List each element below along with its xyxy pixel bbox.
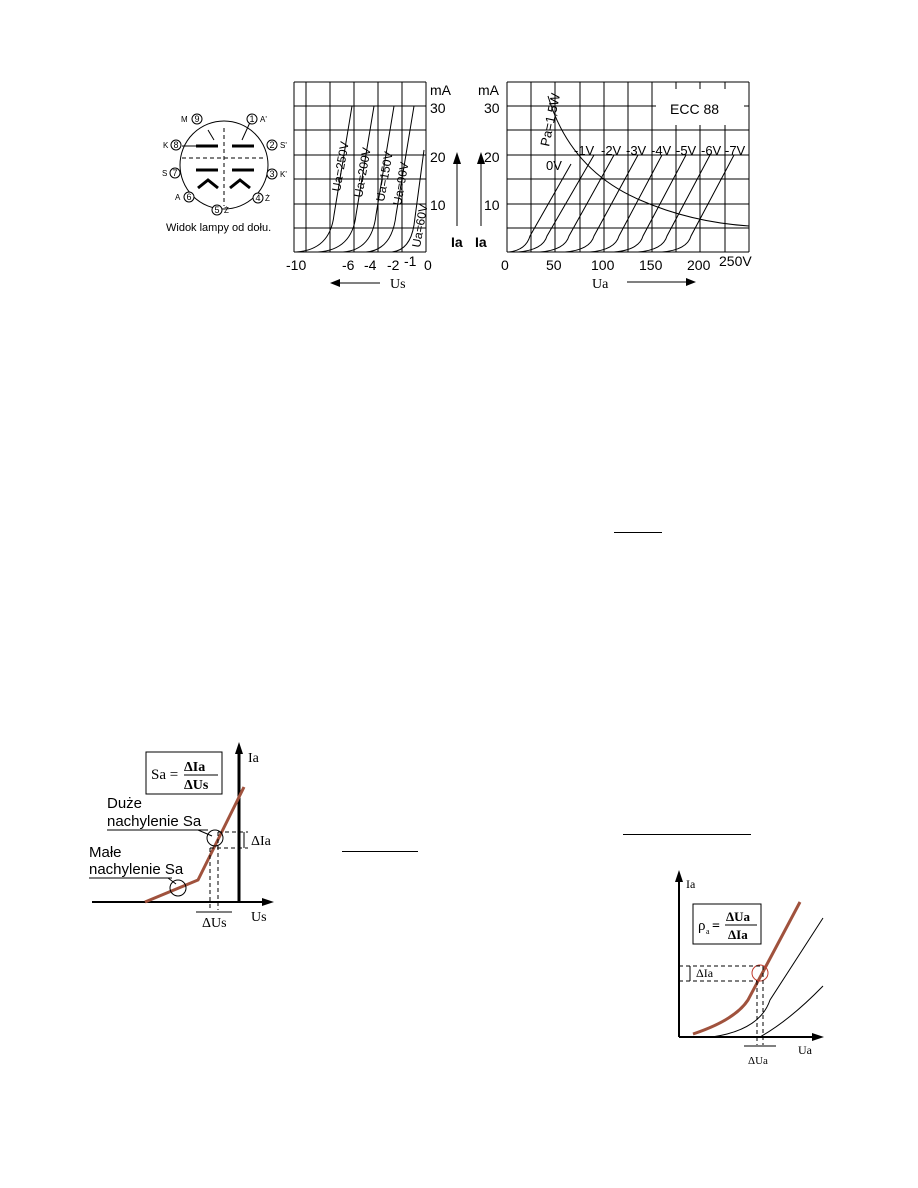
left-unit-label: mA <box>430 82 451 98</box>
rho-formula-den: ΔIa <box>728 927 748 942</box>
rule-line-3 <box>623 834 751 835</box>
res-delta-ua-label: ΔUa <box>748 1055 768 1067</box>
slope-diagram <box>89 742 274 931</box>
right-x-tick-0: 0 <box>501 257 509 273</box>
left-ia-arrow-head-icon <box>453 152 461 164</box>
res-curve-3 <box>760 986 823 1037</box>
pin-5-number: 5 <box>214 205 220 215</box>
left-y-tick-20: 20 <box>430 149 446 165</box>
pin-5-label: Ż <box>224 206 229 215</box>
left-y-tick-30: 30 <box>430 100 446 116</box>
rule-line-1 <box>614 532 662 533</box>
large-slope-pointer <box>198 830 212 836</box>
small-slope-text-2: nachylenie Sa <box>89 861 184 878</box>
large-slope-text-1: Duże <box>107 795 143 812</box>
res-delta-guides <box>679 966 763 1045</box>
grid-label-5v: -5V <box>676 143 697 158</box>
tube-base-diagram <box>162 114 287 234</box>
curve-label-90: Ua=90V <box>390 161 412 207</box>
slope-delta-ia-label: ΔIa <box>251 834 271 849</box>
rho-formula-num: ΔUa <box>726 909 751 924</box>
grid-label-2v: -2V <box>601 143 622 158</box>
pin-1-number: 1 <box>249 114 255 124</box>
slope-y-arrow-icon <box>235 742 243 754</box>
pin-9-label: M <box>181 115 188 124</box>
right-y-tick-30: 30 <box>484 100 500 116</box>
ua-arrow-head-icon <box>686 278 696 286</box>
slope-y-axis-label: Ia <box>248 751 259 766</box>
pin-leads <box>182 118 252 146</box>
rule-line-2 <box>342 851 418 852</box>
pin-2-number: 2 <box>269 140 275 150</box>
pin-1-label: A' <box>260 115 267 124</box>
right-y-tick-20: 20 <box>484 149 500 165</box>
pin-3-label: K' <box>280 170 287 179</box>
pin-3-number: 3 <box>269 169 275 179</box>
tube-base-caption: Widok lampy od dołu. <box>166 222 272 234</box>
slope-delta-us-label: ΔUs <box>202 916 227 931</box>
pin-2-label: S' <box>280 141 287 150</box>
right-chart-title: ECC 88 <box>670 101 720 117</box>
large-slope-text-2: nachylenie Sa <box>107 813 202 830</box>
grid-label-7v: -7V <box>725 143 746 158</box>
right-y-axis-label: Ia <box>475 234 487 250</box>
left-x-tick-neg1: -1 <box>404 253 417 269</box>
res-y-arrow-icon <box>675 870 683 882</box>
pin-7-label: S <box>162 169 168 178</box>
right-x-tick-50: 50 <box>546 257 562 273</box>
sa-formula-den: ΔUs <box>184 778 209 793</box>
pin-6-label: A <box>175 193 181 202</box>
slope-x-axis-label: Us <box>251 910 267 925</box>
curve-label-150: Ua=150V <box>373 150 396 203</box>
power-curve-label: Pa=1,5W <box>537 91 564 148</box>
small-slope-text-1: Małe <box>89 844 122 861</box>
pin-7-number: 7 <box>172 168 178 178</box>
pin-8-label: K <box>163 141 169 150</box>
pin-4-label: Ż <box>265 194 270 203</box>
rho-formula-eq: = <box>712 919 720 934</box>
pin-9-number: 9 <box>194 114 200 124</box>
right-unit-label: mA <box>478 82 499 98</box>
left-x-tick-neg4: -4 <box>364 257 377 273</box>
res-x-axis-label: Ua <box>798 1043 812 1057</box>
grid-label-3v: -3V <box>626 143 647 158</box>
pin-6-number: 6 <box>186 192 192 202</box>
left-x-tick-neg10: -10 <box>286 257 307 273</box>
right-x-tick-150: 150 <box>639 257 663 273</box>
res-delta-ia-label: ΔIa <box>696 966 714 980</box>
grid-label-1v: -1V <box>574 143 595 158</box>
left-x-tick-0: 0 <box>424 257 432 273</box>
left-chart <box>286 82 463 292</box>
res-y-axis-label: Ia <box>686 877 696 891</box>
slope-characteristic-curve <box>145 787 244 902</box>
left-y-tick-10: 10 <box>430 197 446 213</box>
rho-formula-sub: a <box>706 927 710 936</box>
pin-4-number: 4 <box>255 193 261 203</box>
grid-label-6v: -6V <box>701 143 722 158</box>
curve-label-200: Ua=200V <box>351 146 374 199</box>
right-chart <box>475 82 752 292</box>
right-x-tick-100: 100 <box>591 257 615 273</box>
curve-label-60: Ua=60V <box>409 203 431 249</box>
us-arrow-head-icon <box>330 279 340 287</box>
curve-label-250: Ua=250V <box>329 140 352 193</box>
rho-formula-lhs: ρ <box>698 918 706 934</box>
grid-label-4v: -4V <box>651 143 672 158</box>
right-x-tick-200: 200 <box>687 257 711 273</box>
sa-formula-num: ΔIa <box>184 760 206 775</box>
left-x-axis-label: Us <box>390 277 406 292</box>
grid-label-0v: 0V <box>546 158 562 173</box>
slope-x-arrow-icon <box>262 898 274 906</box>
left-x-tick-neg6: -6 <box>342 257 355 273</box>
right-x-axis-label: Ua <box>592 277 609 292</box>
curve-ug-0 <box>509 164 571 252</box>
resistance-diagram <box>675 870 824 1067</box>
res-x-arrow-icon <box>812 1033 824 1041</box>
left-y-axis-label: Ia <box>451 234 463 250</box>
right-y-tick-10: 10 <box>484 197 500 213</box>
left-x-tick-neg2: -2 <box>387 257 400 273</box>
sa-formula-lhs: Sa = <box>151 767 179 783</box>
right-x-tick-250: 250V <box>719 253 752 269</box>
pin-8-number: 8 <box>173 140 179 150</box>
